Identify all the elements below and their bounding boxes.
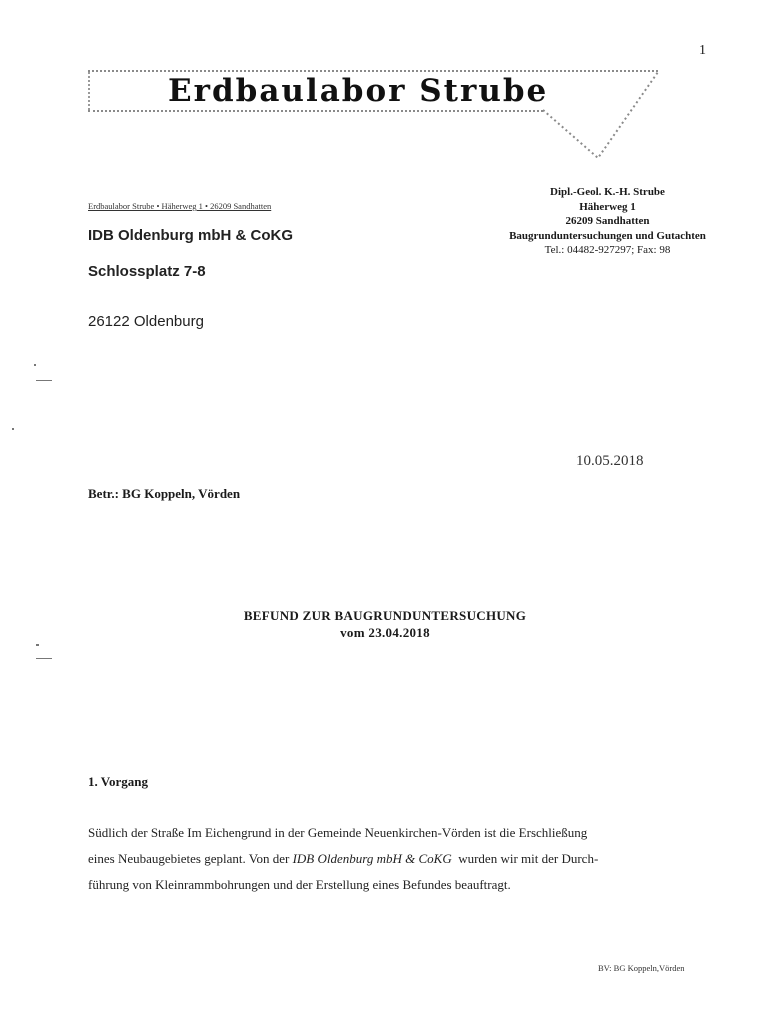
recipient-company: IDB Oldenburg mbH & CoKG	[88, 227, 293, 244]
contact-street: Häherweg 1	[579, 200, 636, 213]
recipient-street: Schlossplatz 7-8	[88, 263, 206, 280]
scan-speck	[12, 428, 14, 430]
page-footer: BV: BG Koppeln,Vörden	[598, 963, 685, 973]
page-number: 1	[699, 43, 706, 58]
letterhead-triangle-icon	[540, 68, 662, 164]
company-name: Erdbaulabor Strube	[168, 73, 549, 109]
paragraph-line-3: führung von Kleinrammbohrungen und der Erstellung eines Befundes beauftragt.	[88, 877, 511, 892]
contact-phone: Tel.: 04482-927297; Fax: 98	[544, 244, 671, 257]
contact-name: Dipl.-Geol. K.-H. Strube	[550, 186, 665, 198]
paragraph-line-2-text: eines Neubaugebietes geplant. Von der	[88, 851, 293, 866]
contact-city: 26209 Sandhatten	[565, 215, 650, 228]
section-title: 1. Vorgang	[88, 774, 148, 789]
letterhead-left-border	[88, 72, 90, 110]
document-heading: BEFUND ZUR BAUGRUNDUNTERSUCHUNG	[243, 608, 527, 623]
paragraph-client-name: IDB Oldenburg mbH & CoKG	[292, 851, 452, 866]
letter-date: 10.05.2018	[576, 453, 644, 469]
scan-speck	[36, 380, 52, 381]
contact-block	[470, 185, 745, 258]
subject-line: Betr.: BG Koppeln, Vörden	[88, 486, 241, 501]
recipient-city: 26122 Oldenburg	[88, 313, 204, 330]
contact-services: Baugrunduntersuchungen und Gutachten	[509, 229, 706, 242]
document-heading-date: vom 23.04.2018	[340, 625, 430, 640]
letterhead-bottom-border	[88, 110, 543, 112]
paragraph-line-1: Südlich der Straße Im Eichengrund in der Gemeinde Neuenkirchen-Vörden ist die Erschließung	[88, 825, 588, 840]
scan-speck	[34, 364, 36, 366]
sender-return-address: Erdbaulabor Strube • Häherweg 1 • 26209 Sandhatten	[88, 201, 272, 211]
paragraph-line-2	[88, 846, 708, 872]
section-paragraph	[88, 820, 708, 898]
paragraph-line-2-end: wurden wir mit der Durch-	[451, 851, 599, 866]
scan-speck	[36, 644, 39, 646]
scan-speck	[36, 658, 52, 659]
